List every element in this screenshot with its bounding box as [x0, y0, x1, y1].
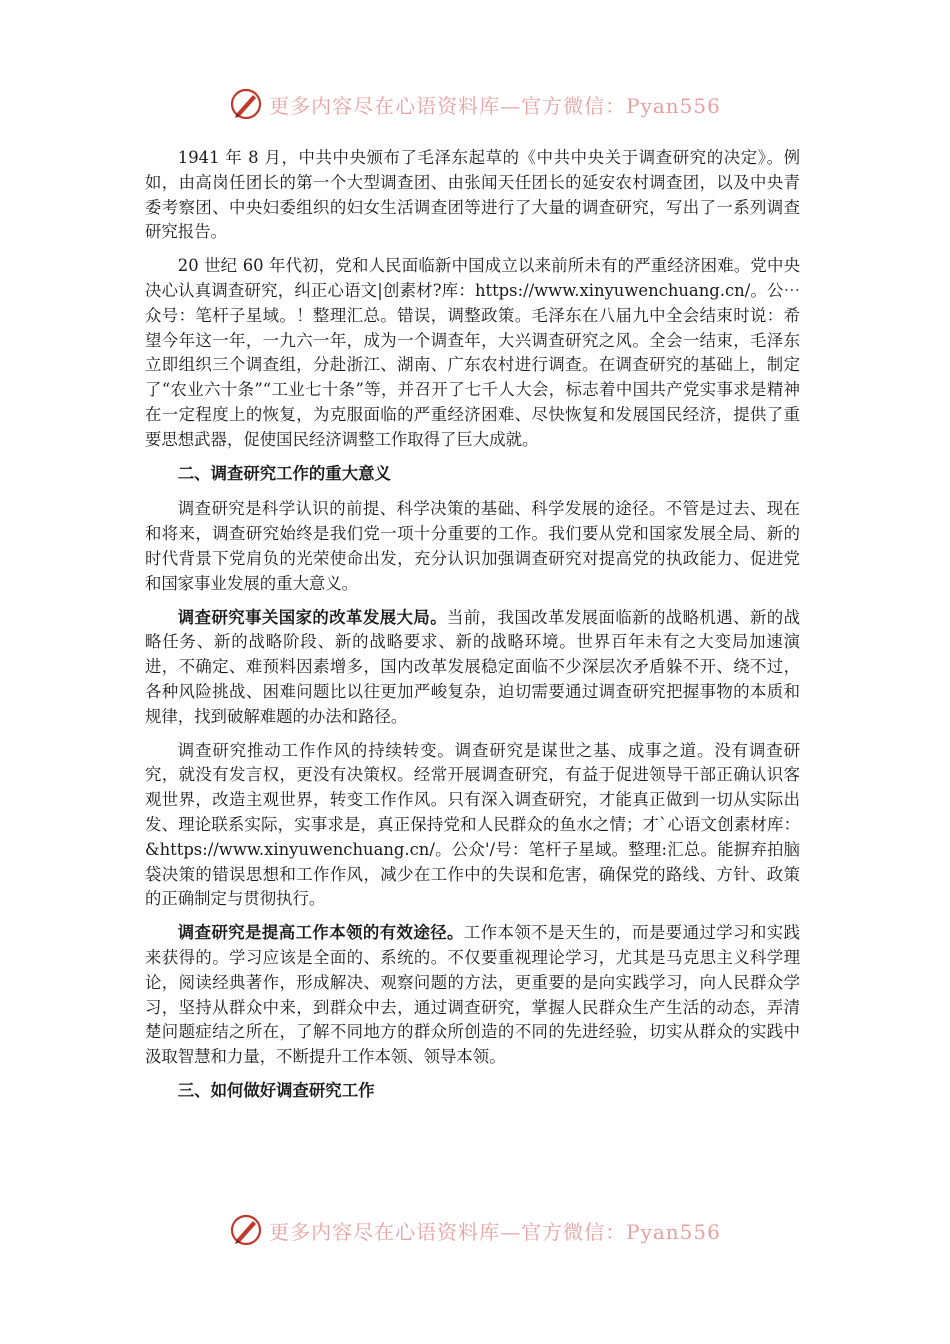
section-heading-3: 三、如何做好调查研究工作 [177, 1080, 375, 1100]
footer-banner [0, 1210, 950, 1250]
paragraph-reform-development [145, 606, 800, 730]
paragraph-1960s: 20 世纪 60 年代初，党和人民面临新中国成立以来前所未有的严重经济困难。党中央决心认真调查研究，纠正心语文|创素材?库：https://www.xinyuwenchuang.cn/。公⋯众号：笔杆子星域。！整理汇总。错误，调整政策。毛泽东在八届九中全会结束时说：希望今年这一年，一九六一年，成为一个调查年，大兴调查研究之风。全会一结束，毛泽东立即组织三个调查组，分赴浙江、湖南、广东农村进行调查。在调查研究的基础上，制定了“农业六十条”“工业七十条”等，并召开了七千人大会，标志着中国共产党实事求是精神在一定程度上的恢复，为克服面临的严重经济困难、尽快恢复和发展国民经济，提供了重要思想武器，促使国民经济调整工作取得了巨大成就。 [145, 256, 800, 449]
section-heading-2: 二、调查研究工作的重大意义 [177, 463, 391, 483]
paragraph-lead-ability: 调查研究是提高工作本领的有效途径。 [177, 923, 464, 943]
paragraph-significance-intro: 调查研究是科学认识的前提、科学决策的基础、科学发展的途径。不管是过去、现在和将来，调查研究始终是我们党一项十分重要的工作。我们要从党和国家发展全局、新的时代背景下党肩负的光荣使命出发，充分认识加强调查研究对提高党的执政能力、促进党和国家事业发展的重大意义。 [145, 499, 800, 593]
paragraph-body-reform: 当前，我国改革发展面临新的战略机遇、新的战略任务、新的战略阶段、新的战略要求、新的战略环境。世界百年未有之大变局加速演进，不确定、难预料因素增多，国内改革发展稳定面临不少深层次矛盾躲不开、绕不过，各种风险挑战、困难问题比以往更加严峻复杂，迫切需要通过调查研究把握事物的本质和规律，找到破解难题的办法和路径。 [145, 607, 800, 726]
paragraph-body-ability: 工作本领不是天生的，而是要通过学习和实践来获得的。学习应该是全面的、系统的。不仅要重视理论学习，尤其是马克思主义科学理论，阅读经典著作，形成解决、观察问题的方法，更重要的是向实践学习，向人民群众学习，坚持从群众中来，到群众中去，通过调查研究，掌握人民群众生产生活的动态，弄清楚问题症结之所在，了解不同地方的群众所创造的不同的先进经验，切实从群众的实践中汲取智慧和力量，不断提升工作本领、领导本领。 [145, 923, 800, 1067]
document-body [145, 146, 800, 1115]
pen-logo-icon [229, 87, 263, 121]
header-banner-inner [229, 87, 721, 121]
header-banner [0, 84, 950, 124]
header-banner-text: 更多内容尽在心语资料库—官方微信：Pyan556 [269, 93, 721, 118]
paragraph-work-ability [145, 921, 800, 1070]
paragraph-lead-reform: 调查研究事关国家的改革发展大局。 [177, 607, 448, 627]
paragraph-work-style: 调查研究推动工作作风的持续转变。调查研究是谋世之基、成事之道。没有调查研究，就没有发言权，更没有决策权。经常开展调查研究，有益于促进领导干部正确认识客观世界，改造主观世界，转变工作作风。只有深入调查研究，才能真正做到一切从实际出发、理论联系实际，实事求是，真正保持党和人民群众的鱼水之情；才`心语文创素材库：&https://www.xinyuwenchuang.cn/。公众'/号：笔杆子星域。整理:汇总。能摒弃拍脑袋决策的错误思想和工作作风，减少在工作中的失误和危害，确保党的路线、方针、政策的正确制定与贯彻执行。 [145, 740, 800, 909]
paragraph-1941-decision: 1941 年 8 月，中共中央颁布了毛泽东起草的《中共中央关于调查研究的决定》。例如，由高岗任团长的第一个大型调查团、由张闻天任团长的延安农村调查团，以及中央青委考察团、中央妇委组织的妇女生活调查团等进行了大量的调查研究，写出了一系列调查研究报告。 [145, 148, 800, 242]
footer-banner-inner [229, 1213, 721, 1247]
pen-logo-icon [229, 1213, 263, 1247]
footer-banner-text: 更多内容尽在心语资料库—官方微信：Pyan556 [269, 1219, 721, 1244]
